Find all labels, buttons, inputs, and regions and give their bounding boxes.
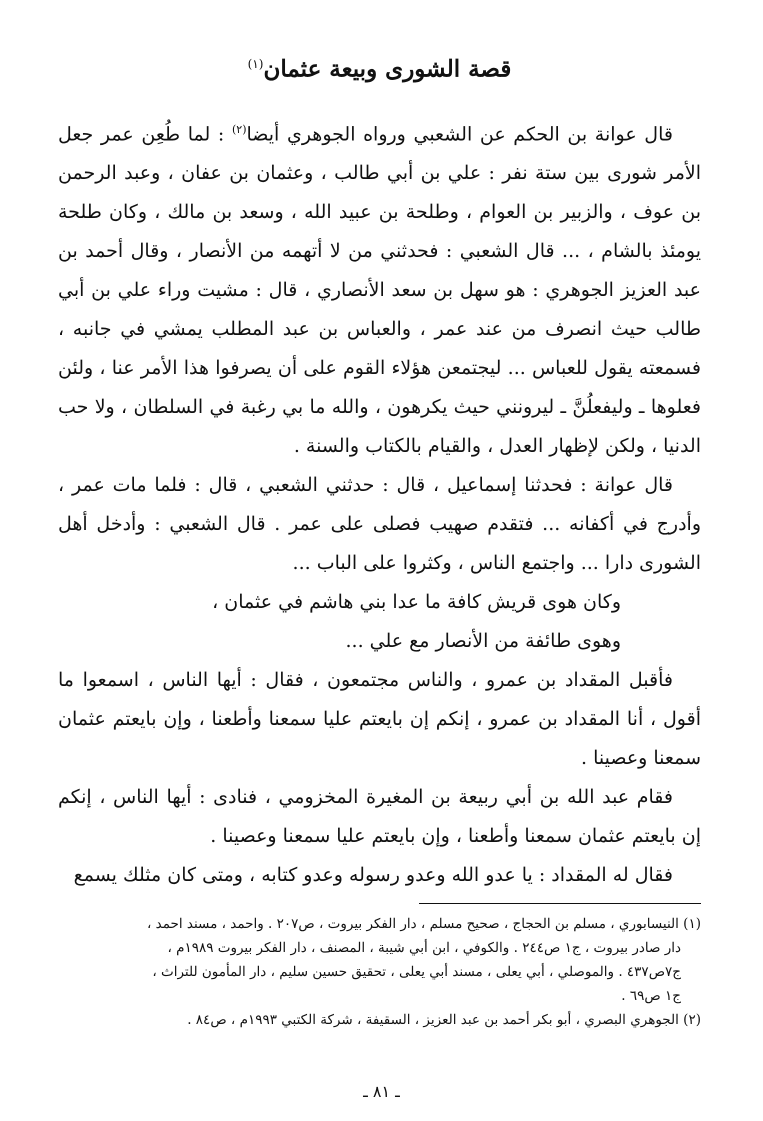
- footnote-1-line-3: ج٧ص٤٣٧ . والموصلي ، أبي يعلى ، مسند أبي يعلى ، تحقيق حسين سليم ، دار المأمون للتراث ،: [152, 963, 681, 980]
- footnote-1-line-4: ج١ ص٦٩ .: [621, 987, 681, 1004]
- footnote-divider: [419, 903, 701, 904]
- paragraph-2: قال عوانة : فحدثنا إسماعيل ، قال : حدثني الشعبي ، قال : فلما مات عمر ، وأدرج في أكفانه ... فتقدم صهيب فصلى على عمر . قال الشعبي : وأدخل أهل الشورى دارا ... واجتمع الناس ، وكثروا على الباب ...: [58, 473, 701, 574]
- footnote-1-line-2: دار صادر بيروت ، ج١ ص٢٤٤ . والكوفي ، ابن أبي شيبة ، المصنف ، دار الفكر بيروت ١٩٨٩م ،: [167, 939, 681, 956]
- footnote-1-line-1: (١) النيسابوري ، مسلم بن الحجاج ، صحيح مسلم ، دار الفكر بيروت ، ص٢٠٧ . واحمد ، مسند احمد ،: [146, 915, 701, 932]
- footnotes: [58, 912, 701, 1032]
- main-text: [58, 110, 701, 895]
- title-text: قصة الشورى وبيعة عثمان: [263, 55, 512, 83]
- paragraph-6: فقام عبد الله بن أبي ربيعة بن المغيرة المخزومي ، فنادى : أيها الناس ، إنكم إن بايعتم عثمان سمعنا وأطعنا ، وإن بايعتم عليا سمعنا وعصينا .: [58, 785, 701, 847]
- paragraph-3: وكان هوى قريش كافة ما عدا بني هاشم في عثمان ،: [212, 590, 621, 613]
- page-number: ـ ٨١ ـ: [363, 1082, 400, 1101]
- paragraph-1-start: قال عوانة بن الحكم عن الشعبي ورواه الجوهري أيضا: [246, 122, 673, 145]
- footnote-2: (٢) الجوهري البصري ، أبو بكر أحمد بن عبد العزيز ، السقيفة ، شركة الكتبي ١٩٩٣م ، ص٨٤ .: [187, 1011, 701, 1028]
- paragraph-4: وهوى طائفة من الأنصار مع علي ...: [345, 629, 621, 652]
- footnote-ref-2: (٢): [231, 122, 247, 136]
- title-footnote-ref: (١): [247, 57, 264, 71]
- paragraph-1-rest: : لما طُعِن عمر جعل الأمر شورى بين ستة نفر : علي بن أبي طالب ، وعثمان بن عفان ، وعبد الرحمن بن عوف ، والزبير بن العوام ، وطلحة بن عبيد الله ، وسعد بن مالك ، وكان طلحة يومئذ بالشام ، ... قال الشعبي : فحدثني من لا أتهمه من الأنصار ، وقال أحمد بن عبد العزيز الجوهري : هو سهل بن سعد الأنصاري ، قال : مشيت وراء علي بن أبي طالب حيث انصرف من عند عمر ، والعباس بن عبد المطلب يمشي في جانبه ، فسمعته يقول للعباس ... ليجتمعن هؤلاء القوم على أن يصرفوا هذا الأمر عنا ، ولئن فعلوها ـ وليفعلُنَّ ـ ليرونني حيث يكرهون ، والله ما بي رغبة في السلطان ، ولا حب الدنيا ، ولكن لإظهار العدل ، والقيام بالكتاب والسنة .: [58, 122, 701, 457]
- paragraph-7: فقال له المقداد : يا عدو الله وعدو رسوله وعدو كتابه ، ومتى كان مثلك يسمع: [73, 863, 673, 886]
- page-title: [58, 44, 701, 90]
- paragraph-1: [58, 110, 701, 466]
- paragraph-5: فأقبل المقداد بن عمرو ، والناس مجتمعون ، فقال : أيها الناس ، اسمعوا ما أقول ، أنا المقداد بن عمرو ، إنكم إن بايعتم عليا سمعنا وأطعنا ، وإن بايعتم عثمان سمعنا وعصينا .: [58, 668, 701, 769]
